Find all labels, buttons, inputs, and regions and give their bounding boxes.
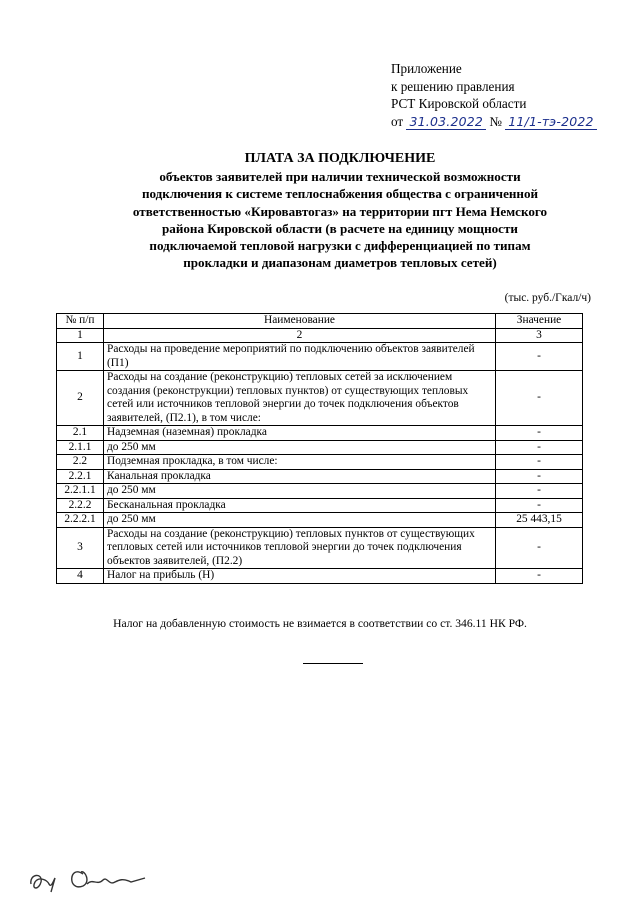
index-num: 1: [57, 328, 104, 343]
table-row: [57, 569, 583, 584]
row-name: Подземная прокладка, в том числе:: [104, 455, 496, 470]
table-row: [57, 440, 583, 455]
table-body: [57, 343, 583, 584]
table-row: [57, 498, 583, 513]
row-num: 2.2.1: [57, 469, 104, 484]
closing-divider: [303, 663, 363, 664]
signature-image: [27, 858, 157, 896]
table-row: [57, 484, 583, 499]
index-value: 3: [496, 328, 583, 343]
title-line: района Кировской области (в расчете на единицу мощности: [162, 220, 518, 236]
title-line: объектов заявителей при наличии технической возможности: [159, 169, 521, 185]
row-num: 2.1: [57, 426, 104, 441]
appendix-block: [391, 60, 597, 130]
header-num: № п/п: [57, 314, 104, 329]
table-row: [57, 527, 583, 569]
table-row: [57, 469, 583, 484]
row-name: Канальная прокладка: [104, 469, 496, 484]
appendix-line-1: Приложение: [391, 61, 462, 76]
header-name: Наименование: [104, 314, 496, 329]
row-value: -: [496, 343, 583, 371]
initials-mark: [31, 875, 55, 892]
row-name: Налог на прибыль (Н): [104, 569, 496, 584]
row-num: 2.2: [57, 455, 104, 470]
row-name: Надземная (наземная) прокладка: [104, 426, 496, 441]
row-num: 4: [57, 569, 104, 584]
title-main: ПЛАТА ЗА ПОДКЛЮЧЕНИЕ: [244, 151, 436, 166]
units-label: (тыс. руб./Гкал/ч): [504, 292, 591, 304]
row-value: -: [496, 498, 583, 513]
table-index-row: [57, 328, 583, 343]
table-row: [57, 455, 583, 470]
decision-date-line: [391, 113, 597, 131]
index-name: 2: [104, 328, 496, 343]
table-row: [57, 426, 583, 441]
row-num: 2: [57, 371, 104, 426]
row-value: -: [496, 484, 583, 499]
title-line: ответственностью «Кировавтогаз» на территории пгт Нема Немского: [132, 203, 548, 219]
row-value: 25 443,15: [496, 513, 583, 528]
row-num: 2.1.1: [57, 440, 104, 455]
row-name: до 250 мм: [104, 513, 496, 528]
tariff-table: [56, 313, 583, 584]
decision-number: 11/1-тэ-2022: [505, 114, 596, 130]
signature-mark: [72, 872, 145, 887]
table-row: [57, 343, 583, 371]
number-prefix: №: [489, 113, 502, 129]
header-value: Значение: [496, 314, 583, 329]
vat-note: Налог на добавленную стоимость не взимается в соответствии со ст. 346.11 НК РФ.: [113, 617, 527, 630]
appendix-line-3: РСТ Кировской области: [391, 96, 527, 111]
row-name: Бесканальная прокладка: [104, 498, 496, 513]
table-row: [57, 513, 583, 528]
decision-date: 31.03.2022: [406, 114, 486, 130]
title-line: подключения к системе теплоснабжения общества с ограниченной: [141, 186, 539, 202]
row-name: Расходы на создание (реконструкцию) тепловых пунктов от существующих тепловых сетей или источников тепловой энергии до точек подключения объектов заявителей, (П2.2): [104, 527, 496, 569]
document-title: [96, 150, 584, 271]
row-num: 2.2.1.1: [57, 484, 104, 499]
row-num: 1: [57, 343, 104, 371]
table-row: [57, 371, 583, 426]
row-name: Расходы на проведение мероприятий по подключению объектов заявителей (П1): [104, 343, 496, 371]
row-value: -: [496, 371, 583, 426]
row-value: -: [496, 527, 583, 569]
row-value: -: [496, 426, 583, 441]
row-value: -: [496, 569, 583, 584]
row-name: до 250 мм: [104, 440, 496, 455]
row-name: до 250 мм: [104, 484, 496, 499]
row-num: 2.2.2: [57, 498, 104, 513]
row-value: -: [496, 440, 583, 455]
row-value: -: [496, 455, 583, 470]
row-num: 2.2.2.1: [57, 513, 104, 528]
row-name: Расходы на создание (реконструкцию) тепловых сетей за исключением создания (реконструкции) тепловых пунктов) от существующих тепловых сетей или источников тепловой энергии до точек подключения объектов заявителей, (П2.1), в том числе:: [104, 371, 496, 426]
title-line: подключаемой тепловой нагрузки с дифференциацией по типам: [149, 238, 531, 254]
appendix-line-2: к решению правления: [391, 78, 515, 94]
row-num: 3: [57, 527, 104, 569]
table-header-row: [57, 314, 583, 329]
row-value: -: [496, 469, 583, 484]
title-line: прокладки и диапазонам диаметров тепловых сетей): [183, 255, 497, 271]
date-prefix: от: [391, 113, 404, 129]
